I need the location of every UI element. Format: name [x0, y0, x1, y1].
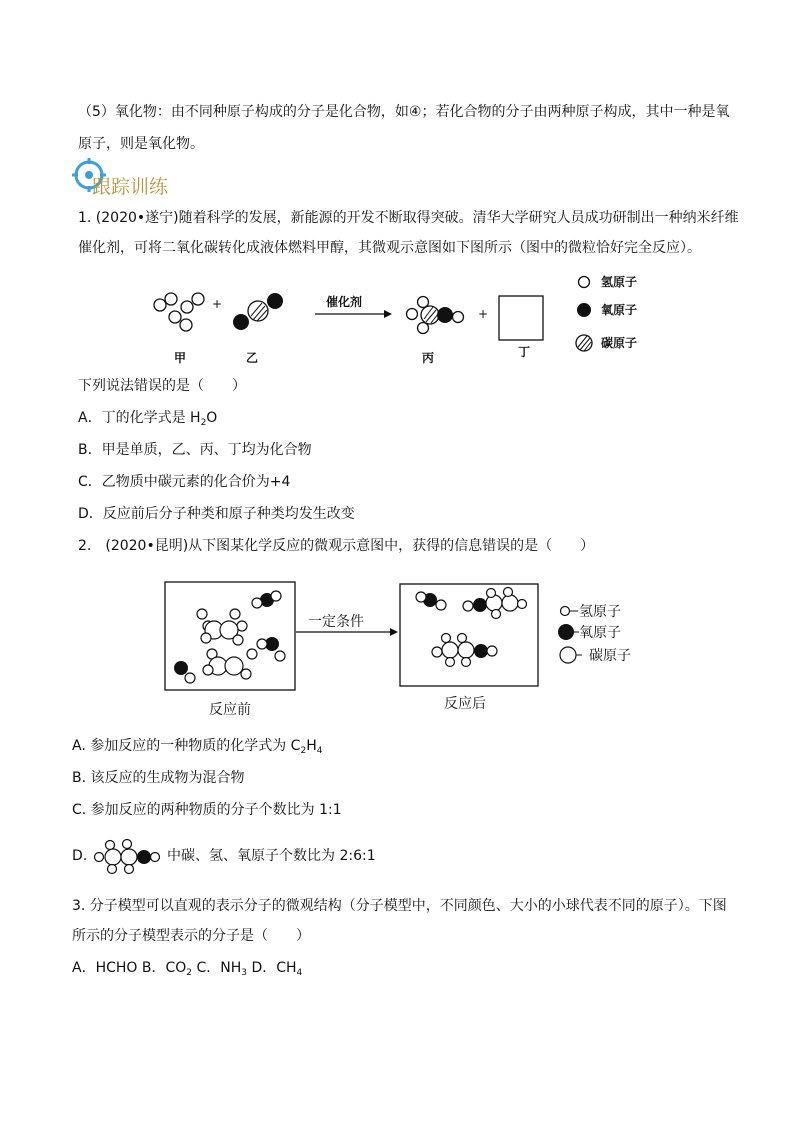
- q2-reaction-diagram: [160, 578, 680, 718]
- q1-legend-hydrogen: 氢原子: [601, 275, 638, 289]
- q2-option-d-prefix[interactable]: D.: [72, 848, 88, 864]
- q1-plus-1: +: [212, 297, 223, 311]
- q3-option-a[interactable]: A．HCHO: [72, 960, 138, 976]
- intro-line-2: 原子，则是氧化物。: [78, 136, 204, 152]
- q1-option-a[interactable]: A．丁的化学式是 $H_2O$: [78, 410, 218, 428]
- q1-prompt: 下列说法错误的是（ ）: [78, 378, 246, 394]
- q1-label-yi: 乙: [246, 351, 259, 365]
- q1-option-b[interactable]: B．甲是单质，乙、丙、丁均为化合物: [78, 442, 312, 458]
- q1-option-d[interactable]: D．反应前后分子种类和原子种类均发生改变: [78, 506, 355, 522]
- q2-option-c[interactable]: C. 参加反应的两种物质的分子个数比为 1:1: [72, 802, 342, 818]
- q2-legend-hydrogen: 氢原子: [579, 604, 621, 620]
- intro-line-1: （5）氧化物：由不同种原子构成的分子是化合物，如④；若化合物的分子由两种原子构成，其中一种是氧: [78, 104, 730, 120]
- q3-option-d[interactable]: D．$CH_4$: [251, 960, 303, 978]
- q2-option-d-molecule: [94, 838, 164, 874]
- q1-label-bing: 丙: [422, 351, 435, 365]
- q1-option-c[interactable]: C．乙物质中碳元素的化合价为+4: [78, 474, 291, 490]
- q3-option-b[interactable]: B．$CO_2$: [141, 960, 193, 978]
- q1-stem-line-2: 催化剂，可将二氧化碳转化成液体燃料甲醇，其微观示意图如下图所示（图中的微粒恰好完全反应）。: [78, 240, 701, 256]
- q2-option-d-text: 中碳、氢、氧原子个数比为 2:6:1: [167, 848, 376, 864]
- q1-label-jia: 甲: [174, 351, 187, 365]
- q2-option-a[interactable]: A. 参加反应的一种物质的化学式为 $C_2H_4$: [72, 738, 323, 756]
- q3-option-c[interactable]: C．$NH_3$: [196, 960, 247, 978]
- q3-stem-line-1: 3. 分子模型可以直观的表示分子的微观结构（分子模型中，不同颜色、大小的小球代表不同的原子）。下图: [72, 898, 727, 914]
- q1-stem-line-1: 1. (2020•遂宁)随着科学的发展，新能源的开发不断取得突破。清华大学研究人员成功研制出一种纳米纤维: [78, 210, 739, 226]
- q1-legend-carbon: 碳原子: [601, 336, 638, 350]
- q1-plus-2: +: [478, 307, 489, 321]
- q2-stem: 2. (2020•昆明)从下图某化学反应的微观示意图中，获得的信息错误的是（ ）: [78, 538, 595, 554]
- q1-label-ding: 丁: [518, 345, 531, 359]
- q1-unknown-box: [499, 296, 543, 340]
- q3-options: [72, 958, 302, 978]
- q2-option-b[interactable]: B. 该反应的生成物为混合物: [72, 770, 245, 786]
- q2-legend-carbon: 碳原子: [589, 648, 631, 664]
- section-title: 跟踪训练: [92, 176, 169, 198]
- q2-legend-oxygen: 氧原子: [579, 625, 621, 641]
- q3-stem-line-2: 所示的分子模型表示的分子是（ ）: [72, 928, 310, 944]
- q1-reaction-diagram: [140, 270, 660, 370]
- q1-legend-oxygen: 氧原子: [601, 303, 638, 317]
- q2-condition-label: 一定条件: [308, 614, 364, 630]
- q1-catalyst-label: 催化剂: [326, 295, 363, 309]
- q2-after-label: 反应后: [444, 696, 486, 712]
- q2-before-label: 反应前: [209, 702, 251, 718]
